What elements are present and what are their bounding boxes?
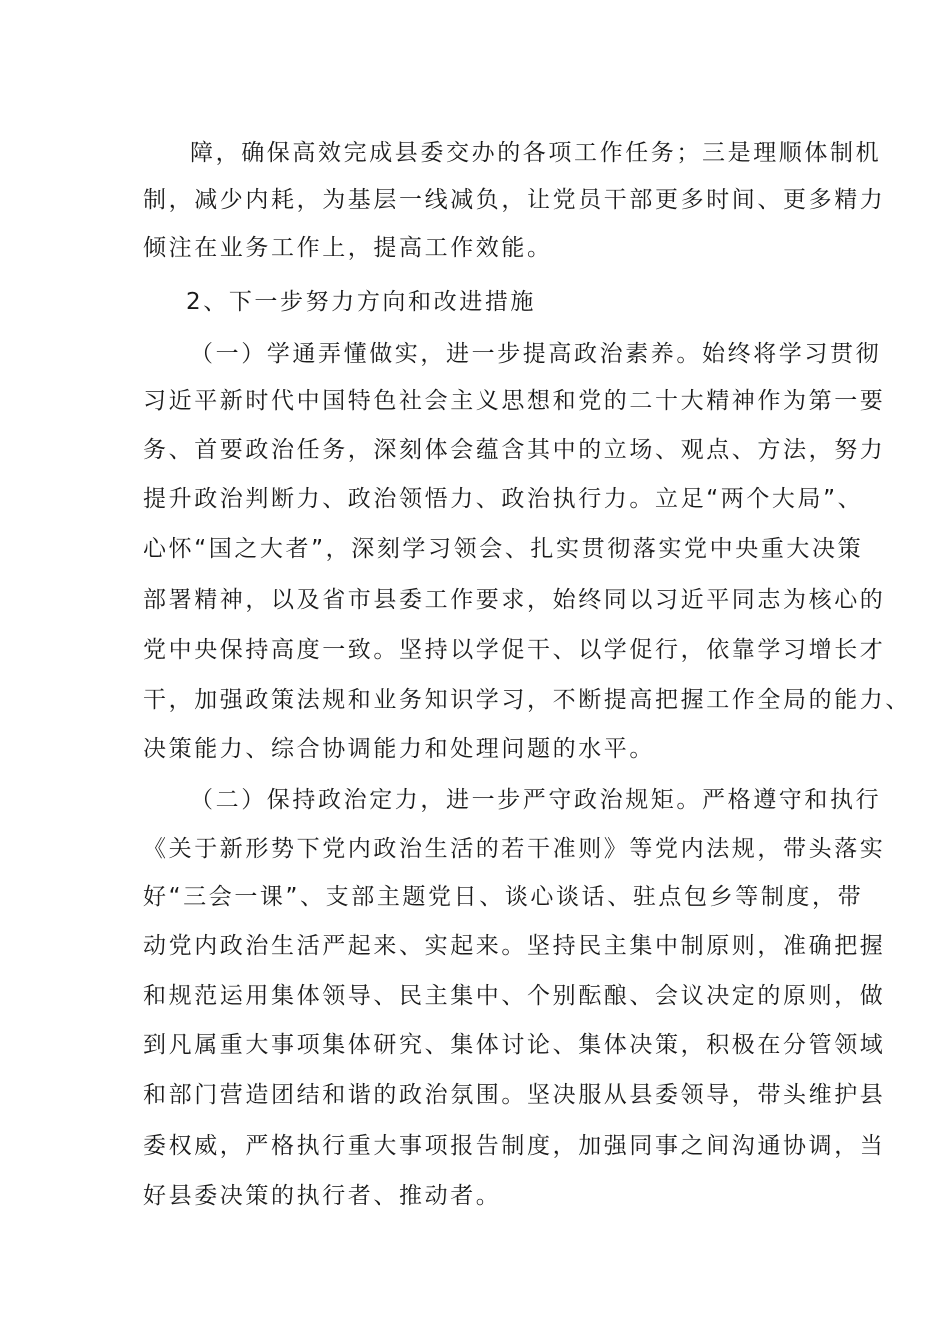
text-line: 干，加强政策法规和业务知识学习，不断提高把握工作全局的能力、 <box>143 687 911 713</box>
text-line: 务、首要政治任务，深刻体会蕴含其中的立场、观点、方法，努力 <box>143 437 886 463</box>
text-line: 《关于新形势下党内政治生活的若干准则》等党内法规，带头落实 <box>143 836 886 862</box>
text-line: 提升政治判断力、政治领悟力、政治执行力。立足“两个大局”、 <box>143 486 864 512</box>
text-line: 心怀“国之大者”，深刻学习领会、扎实贯彻落实党中央重大决策 <box>143 536 864 562</box>
text-line: 习近平新时代中国特色社会主义思想和党的二十大精神作为第一要 <box>143 388 886 414</box>
text-line: 好县委决策的执行者、推动者。 <box>143 1183 502 1209</box>
text-line: 制，减少内耗，为基层一线减负，让党员干部更多时间、更多精力 <box>143 187 886 213</box>
text-line: 决策能力、综合协调能力和处理问题的水平。 <box>143 736 655 762</box>
text-line: 和部门营造团结和谐的政治氛围。坚决服从县委领导，带头维护县 <box>143 1082 886 1108</box>
text-line: 动党内政治生活严起来、实起来。坚持民主集中制原则，准确把握 <box>143 933 886 959</box>
text-line: 委权威，严格执行重大事项报告制度，加强同事之间沟通协调，当 <box>143 1133 886 1159</box>
paragraph-start: （一）学通弄懂做实，进一步提高政治素养。始终将学习贯彻 <box>190 341 882 367</box>
text-line: 好“三会一课”、支部主题党日、谈心谈话、驻点包乡等制度，带 <box>143 884 864 910</box>
text-line: 障，确保高效完成县委交办的各项工作任务；三是理顺体制机 <box>190 140 882 166</box>
text-line: 部署精神，以及省市县委工作要求，始终同以习近平同志为核心的 <box>143 587 886 613</box>
section-heading: 2、下一步努力方向和改进措施 <box>186 289 537 315</box>
text-line: 和规范运用集体领导、民主集中、个别酝酿、会议决定的原则，做 <box>143 983 886 1009</box>
text-line: 倾注在业务工作上，提高工作效能。 <box>143 235 553 261</box>
text-line: 到凡属重大事项集体研究、集体讨论、集体决策，积极在分管领域 <box>143 1032 886 1058</box>
text-line: 党中央保持高度一致。坚持以学促干、以学促行，依靠学习增长才 <box>143 637 886 663</box>
paragraph-start: （二）保持政治定力，进一步严守政治规矩。严格遵守和执行 <box>190 787 882 813</box>
